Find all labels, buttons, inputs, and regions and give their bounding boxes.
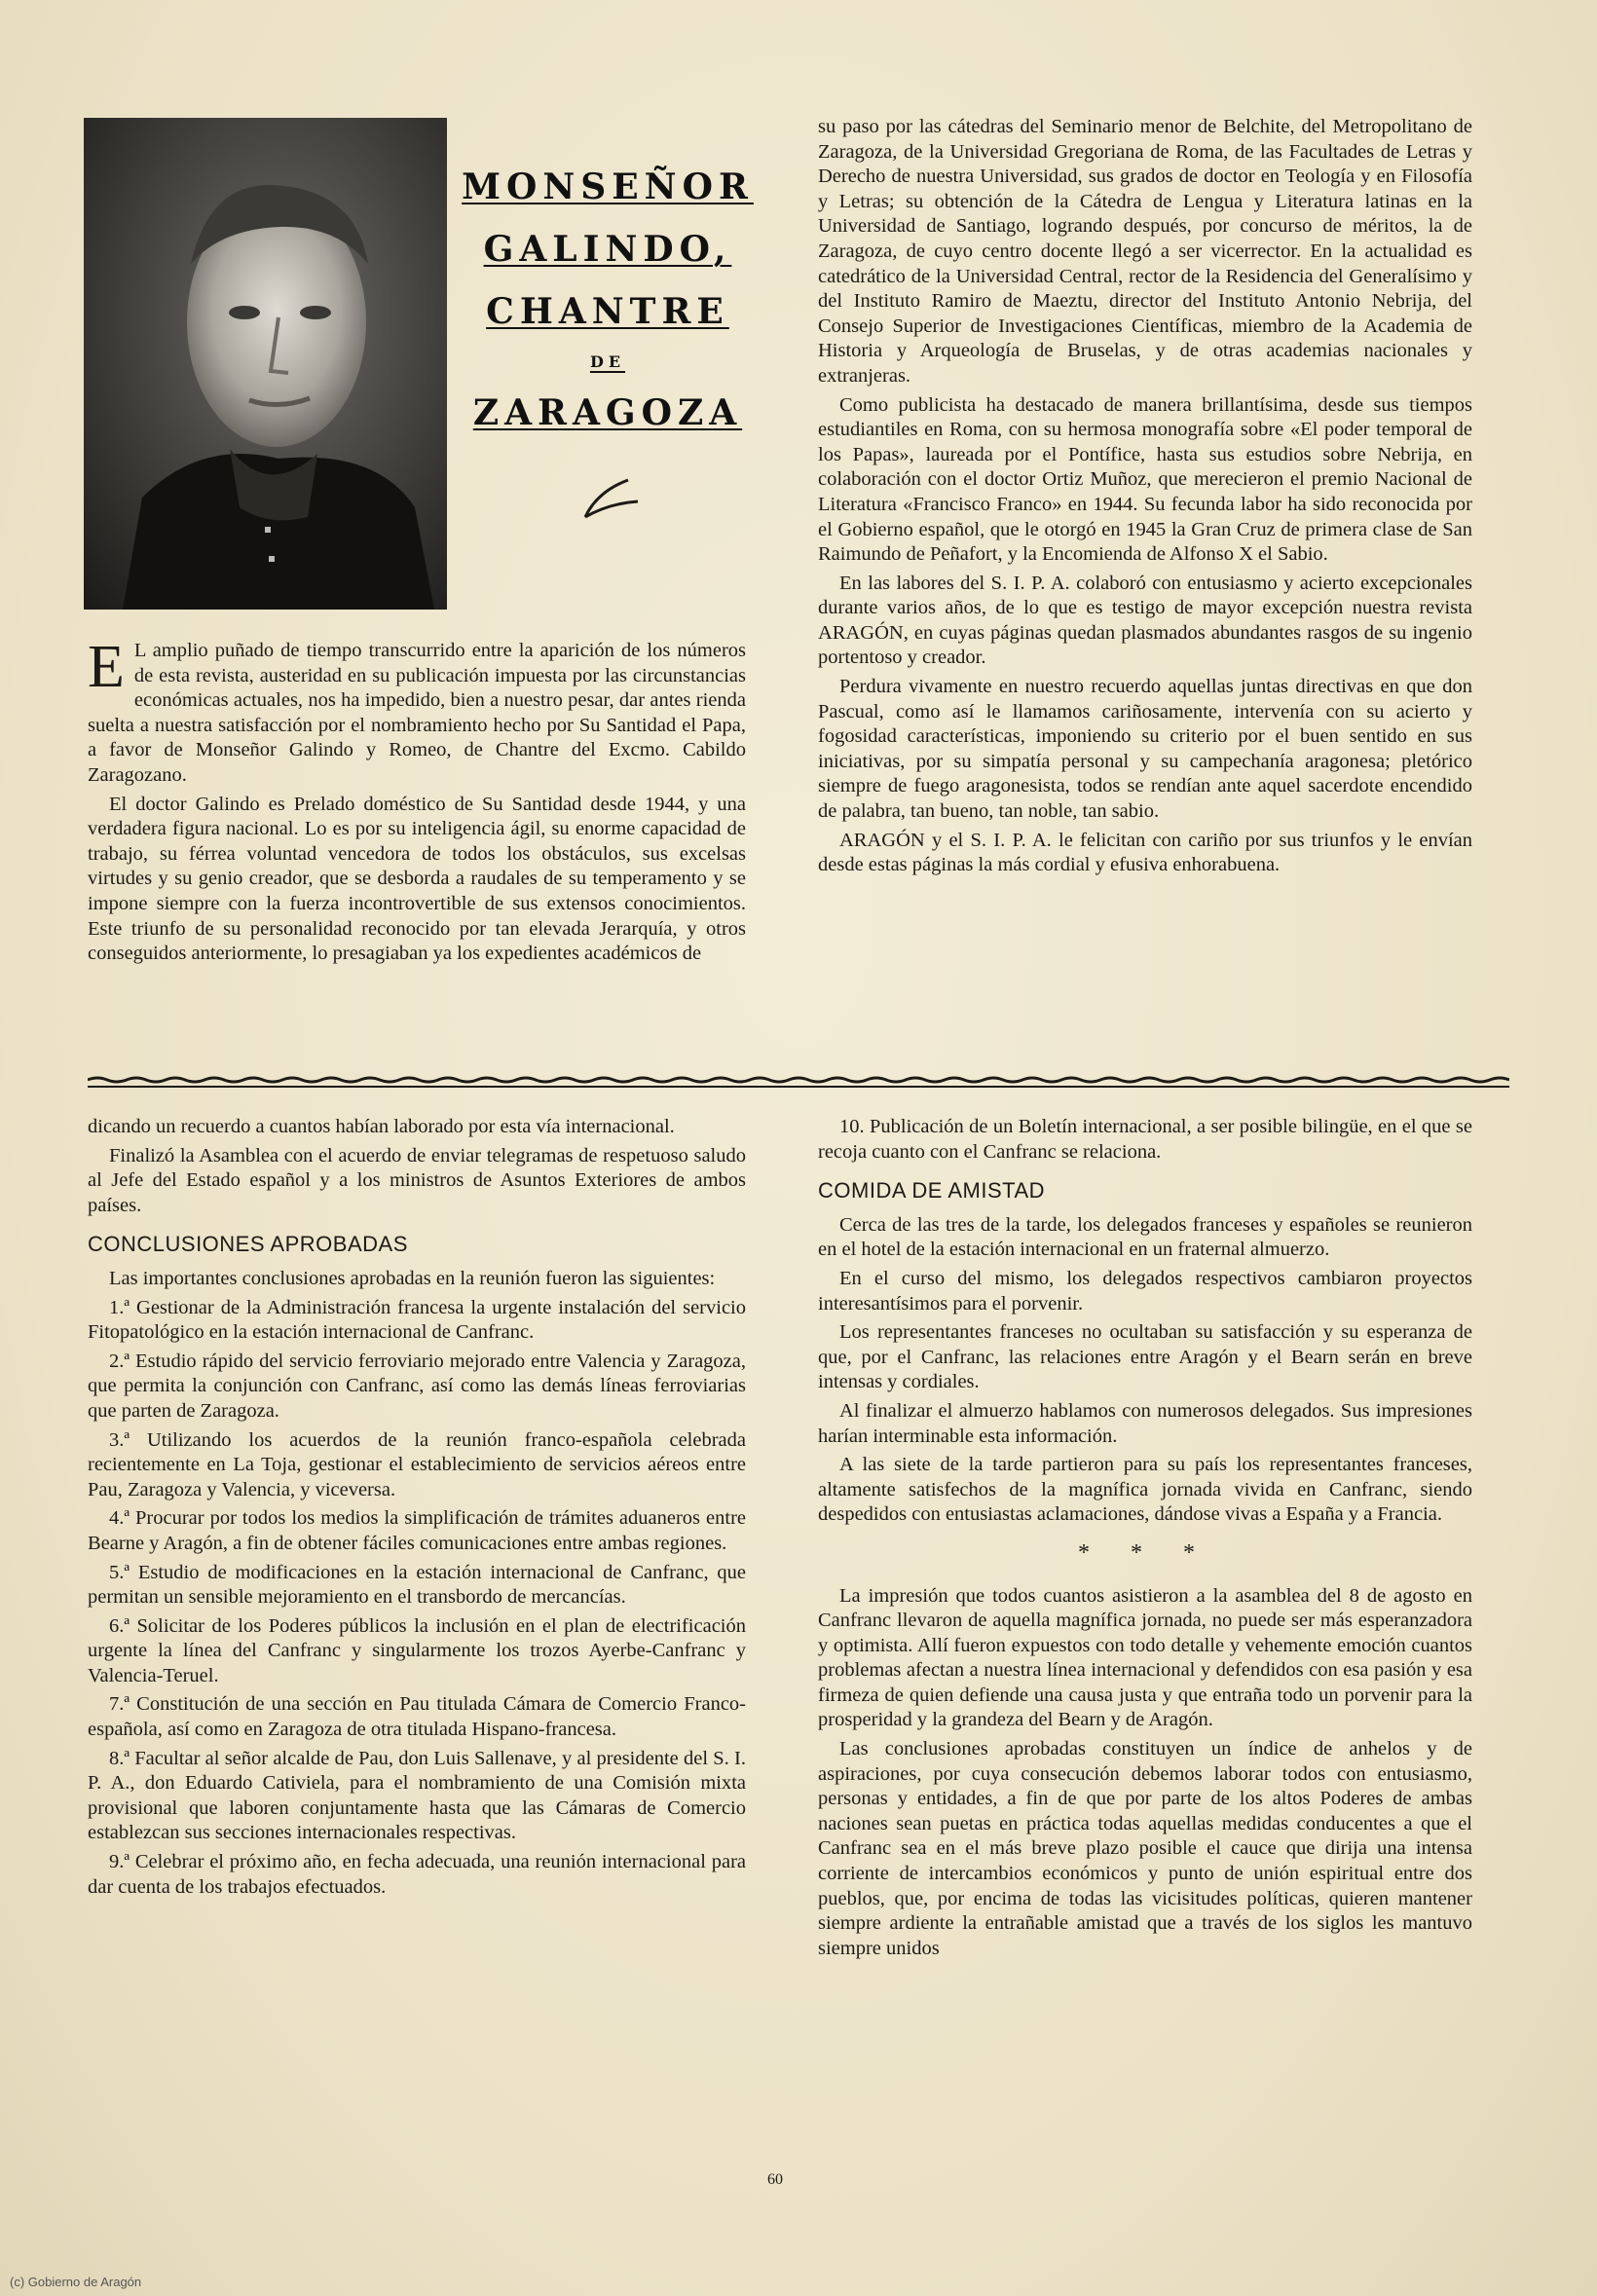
- paragraph: La impresión que todos cuantos asistieron a la asamblea del 8 de agosto en Canfranc llevaron de aquella magnífica jornada, no puede ser más esperanzadora y optimista. Allí fueron expuestos con todo detalle y vehemente emoción cuantos problemas afectan a nuestra línea internacional y defendidos con esa pasión y esa firmeza de quien defiende una causa justa y que entraña todo un porvenir para la prosperidad y la grandeza del Bearn y de Aragón.: [818, 1584, 1472, 1731]
- portrait-photo: [84, 118, 447, 610]
- paragraph: ARAGÓN y el S. I. P. A. le felicitan con cariño por sus triunfos y le envían desde estas páginas la más cordial y efusiva enhorabuena.: [818, 829, 1472, 876]
- intro-paragraph: [88, 634, 746, 789]
- paragraph: dicando un recuerdo a cuantos habían laborado por esta vía internacional.: [88, 1116, 675, 1137]
- list-item: 6.ª Solicitar de los Poderes públicos la inclusión en el plan de electrificación urgente la línea del Canfranc y singularmente los trozos Ayerbe-Canfranc y Valencia-Teruel.: [88, 1614, 746, 1686]
- list-item: 4.ª Procurar por todos los medios la simplificación de trámites aduaneros entre Bearne y Aragón, a fin de obtener fáciles comunicaciones entre ambas regiones.: [88, 1507, 746, 1554]
- title-line-3: CHANTRE: [486, 291, 729, 332]
- title-line-2: GALINDO,: [483, 229, 732, 270]
- paragraph: Los representantes franceses no ocultaban su satisfacción y su esperanza de que, por el Canfranc, las relaciones entre Aragón y el Bearn serán en breve intensas y cordiales.: [818, 1321, 1472, 1393]
- paragraph: El doctor Galindo es Prelado doméstico de Su Santidad desde 1944, y una verdadera figura nacional. Lo es por su inteligencia ágil, su enorme capacidad de trabajo, su férrea voluntad vencedora de todos los obstáculos, sus excelsas virtudes y su genio creador, que se desborda a raudales de su temperamento y se impone siempre con la fuerza incontrovertible de sus extensos conocimientos. Este triunfo de su personalidad reconocido por tan elevada Jerarquía, y otros conseguidos anteriormente, lo presagiaban ya los expedientes académicos de: [88, 793, 746, 965]
- right-top-column: [818, 115, 1472, 882]
- page-number: 60: [767, 2171, 783, 2188]
- title-line-1: MONSEÑOR: [462, 167, 754, 207]
- flourish-ornament: [570, 472, 648, 531]
- list-item: 5.ª Estudio de modificaciones en la estación internacional de Canfranc, que permitan un sensible mejoramiento en el transbordo de mercancías.: [88, 1561, 746, 1609]
- article-title: [462, 156, 754, 444]
- paragraph: En las labores del S. I. P. A. colaboró con entusiasmo y acierto excepcionales durante varios años, de lo que es testigo de mayor excepción nuestra revista ARAGÓN, en cuyas páginas quedan plasmados abundantes rasgos de su ingenio portentoso y creador.: [818, 572, 1472, 669]
- section-separator-stars: * * *: [1078, 1539, 1212, 1566]
- section-heading-conclusiones: CONCLUSIONES APROBADAS: [88, 1232, 408, 1257]
- list-item: 2.ª Estudio rápido del servicio ferroviario mejorado entre Valencia y Zaragoza, que permita la conjunción con Canfranc, así como las demás líneas ferroviarias que parten de Zaragoza.: [88, 1350, 746, 1422]
- intro-text: L amplio puñado de tiempo transcurrido entre la aparición de los números de esta revista, austeridad en su publicación impuesta por las circunstancias económicas actuales, nos ha impedido, bien a nuestro pesar, dar antes rienda suelta a nuestra satisfacción por el nombramiento hecho por Su Santidad el Papa, a favor de Monseñor Galindo y Romeo, de Chantre del Excmo. Cabildo Zaragozano.: [88, 640, 746, 786]
- drop-cap: E: [88, 634, 125, 700]
- title-line-4: DE: [589, 352, 626, 371]
- paragraph: Como publicista ha destacado de manera brillantísima, desde sus tiempos estudiantiles en Roma, con su hermosa monografía sobre «El poder temporal de los Papas», laureada por el Pontífice, hasta sus estudios sobre Nebrija, en colaboración con el doctor Ortiz Muñoz, que merecieron el premio Nacional de Literatura «Francisco Franco» en 1944. Su fecunda labor ha sido reconocida por el Gobierno español, que le otorgó en 1945 la Gran Cruz de primera clase de San Raimundo de Peñafort, y la Encomienda de Alfonso X el Sabio.: [818, 393, 1472, 566]
- paragraph: Cerca de las tres de la tarde, los delegados franceses y españoles se reunieron en el hotel de la estación internacional en un fraternal almuerzo.: [818, 1213, 1472, 1261]
- list-item: 8.ª Facultar al señor alcalde de Pau, don Luis Sallenave, y al presidente del S. I. P. A., don Eduardo Cativiela, para el nombramiento de una Comisión mixta provisional que laboren conjuntamente hasta que las Cámaras de Comercio establezcan sus secciones internacionales respectivas.: [88, 1747, 746, 1844]
- list-item: 1.ª Gestionar de la Administración francesa la urgente instalación del servicio Fitopatológico en la estación internacional de Canfranc.: [88, 1296, 746, 1344]
- list-item: 3.ª Utilizando los acuerdos de la reunión franco-española celebrada recientemente en La Toja, gestionar el establecimiento de servicios aéreos entre Pau, Zaragoza y Valencia, y viceversa.: [88, 1428, 746, 1500]
- right-bottom-column: [818, 1115, 1472, 1965]
- paragraph: En el curso del mismo, los delegados respectivos cambiaron proyectos interesantísimos para el porvenir.: [818, 1267, 1472, 1315]
- paragraph: Las conclusiones aprobadas constituyen un índice de anhelos y de aspiraciones, por cuya consecución debemos laborar todos con entusiasmo, personas y entidades, a fin de que por parte de los altos Poderes de ambas naciones sean puetas en práctica todas aquellas medidas conducentes a que el Canfranc sea en el más breve plazo posible el cauce que dirija una intensa corriente de intercambios económicos y punto de unión espiritual entre dos pueblos, que, por encima de todas las vicisitudes políticas, quieren mantener siempre ardiente la entrañable amistad que a través de los siglos les mantuvo siempre unidos: [818, 1738, 1472, 1959]
- list-item: 9.ª Celebrar el próximo año, en fecha adecuada, una reunión internacional para dar cuenta de los trabajos efectuados.: [88, 1851, 746, 1898]
- section-heading-comida: COMIDA DE AMISTAD: [818, 1178, 1046, 1204]
- paragraph: Finalizó la Asamblea con el acuerdo de enviar telegramas de respetuoso saludo al Jefe del Estado español y a los ministros de Asuntos Exteriores de ambos países.: [88, 1144, 746, 1216]
- paragraph: Las importantes conclusiones aprobadas en la reunión fueron las siguientes:: [109, 1267, 716, 1289]
- paragraph: A las siete de la tarde partieron para su país los representantes franceses, altamente satisfechos de la magnífica jornada vivida en Canfranc, siendo despedidos con entusiastas aclamaciones, dándose vivas a España y a Francia.: [818, 1454, 1472, 1526]
- left-top-column: [88, 634, 746, 971]
- copyright-credit: (c) Gobierno de Aragón: [10, 2275, 142, 2289]
- portrait-image: [84, 118, 447, 610]
- list-item: 7.ª Constitución de una sección en Pau titulada Cámara de Comercio Franco-española, así como en Zaragoza de otra titulada Hispano-francesa.: [88, 1693, 746, 1741]
- paragraph: Al finalizar el almuerzo hablamos con numerosos delegados. Sus impresiones harían interminable esta información.: [818, 1399, 1472, 1447]
- left-bottom-column: [88, 1115, 746, 1904]
- paragraph: su paso por las cátedras del Seminario menor de Belchite, del Metropolitano de Zaragoza, de la Universidad Gregoriana de Roma, de las Facultades de Letras y Derecho de nuestra Universidad, sus grados de doctor en Teología y en Filosofía y Letras; su obtención de la Cátedra de Lengua y Literatura latinas en la Universidad de Santiago, logrando después, por concurso de méritos, la de Zaragoza, de cuyo centro docente llegó a ser vicerrector. En la actualidad es catedrático de la Universidad Central, rector de la Residencia del Generalísimo y del Instituto Ramiro de Maeztu, director del Instituto Antonio Nebrija, del Consejo Superior de Investigaciones Científicas, miembro de la Academia de Historia y Arqueología de Bruselas, y de otras academias nacionales y extranjeras.: [818, 116, 1472, 387]
- section-divider: [88, 1075, 1509, 1091]
- paragraph: Perdura vivamente en nuestro recuerdo aquellas juntas directivas en que don Pascual, como así le llamamos cariñosamente, intervenía con su acierto y fogosidad características, imponiendo su criterio por el buen sentido en sus iniciativas, por su simpatía personal y su campechanía aragonesa; pletórico siempre de fuego aragonesista, todos se rendían ante aquel sacerdote encendido de palabra, tan bueno, tan noble, tan sabio.: [818, 676, 1472, 823]
- title-line-5: ZARAGOZA: [472, 392, 743, 433]
- list-item: 10. Publicación de un Boletín internacional, a ser posible bilingüe, en el que se recoja cuanto con el Canfranc se relaciona.: [818, 1116, 1472, 1163]
